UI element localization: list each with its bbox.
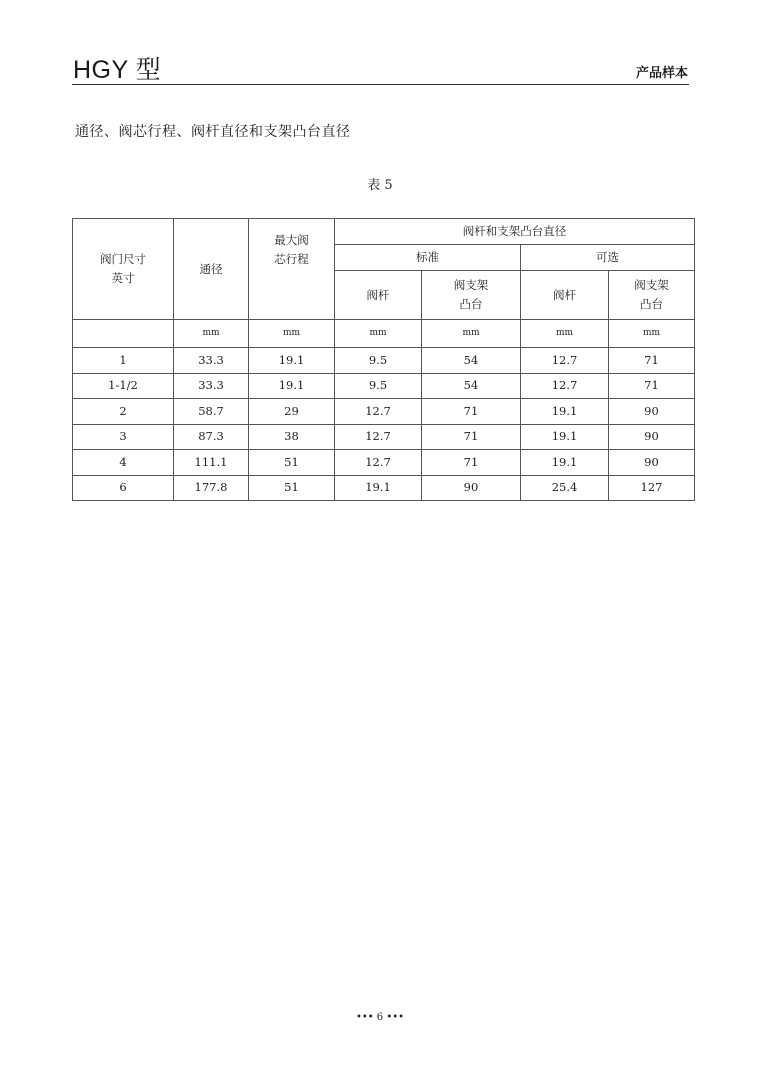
header-group-optional: 可选	[521, 245, 695, 271]
cell-standard-stem: 12.7	[335, 399, 422, 425]
cell-valve-size: 3	[73, 424, 174, 450]
header-group-diameters: 阀杆和支架凸台直径	[335, 219, 695, 245]
cell-max-travel: 29	[249, 399, 335, 425]
cell-standard-yoke: 54	[422, 348, 521, 374]
header-bore	[174, 219, 249, 320]
header-max-travel-line2: 芯行程	[274, 252, 309, 266]
catalog-label: 产品样本	[635, 66, 688, 81]
cell-standard-yoke: 71	[422, 399, 521, 425]
model-title: HGY 型	[73, 56, 162, 84]
page-number: ••• 6 •••	[355, 1012, 405, 1023]
header-standard-yoke-line2: 凸台	[459, 297, 483, 311]
header-valve-size	[73, 219, 174, 320]
header-optional-yoke-boss	[609, 271, 695, 320]
cell-bore: 177.8	[174, 475, 249, 501]
cell-optional-yoke: 71	[609, 373, 695, 399]
cell-max-travel: 51	[249, 450, 335, 476]
cell-standard-yoke: 71	[422, 450, 521, 476]
cell-standard-stem: 12.7	[335, 450, 422, 476]
table-row	[73, 399, 695, 425]
cell-valve-size: 4	[73, 450, 174, 476]
cell-optional-yoke: 90	[609, 399, 695, 425]
cell-standard-yoke: 71	[422, 424, 521, 450]
cell-optional-stem: 19.1	[521, 424, 609, 450]
cell-bore: 87.3	[174, 424, 249, 450]
header-optional-yoke-line1: 阀支架	[634, 278, 669, 292]
cell-optional-yoke: 71	[609, 348, 695, 374]
header-standard-stem: 阀杆	[335, 271, 422, 320]
table-row	[73, 348, 695, 374]
spec-table	[72, 218, 695, 501]
cell-standard-stem: 9.5	[335, 373, 422, 399]
header-divider	[72, 84, 689, 85]
header-max-travel	[249, 219, 335, 320]
table-row	[73, 475, 695, 501]
table-row	[73, 424, 695, 450]
cell-optional-stem: 19.1	[521, 399, 609, 425]
cell-bore: 58.7	[174, 399, 249, 425]
header-valve-size-line2: 英寸	[111, 271, 135, 285]
cell-standard-stem: 19.1	[335, 475, 422, 501]
cell-valve-size: 1	[73, 348, 174, 374]
cell-valve-size: 2	[73, 399, 174, 425]
cell-bore: 111.1	[174, 450, 249, 476]
unit-cell: mm	[521, 320, 609, 348]
header-standard-yoke-boss	[422, 271, 521, 320]
cell-valve-size: 1-1/2	[73, 373, 174, 399]
header-optional-yoke-line2: 凸台	[640, 297, 663, 311]
cell-optional-stem: 25.4	[521, 475, 609, 501]
cell-valve-size: 6	[73, 475, 174, 501]
cell-optional-stem: 12.7	[521, 348, 609, 374]
table-row	[73, 373, 695, 399]
table-caption: 表 5	[367, 178, 393, 193]
cell-optional-stem: 12.7	[521, 373, 609, 399]
header-optional-stem: 阀杆	[521, 271, 609, 320]
unit-cell-blank	[73, 320, 174, 348]
cell-standard-yoke: 54	[422, 373, 521, 399]
header-valve-size-line1: 阀门尺寸	[100, 252, 146, 266]
unit-cell: mm	[249, 320, 335, 348]
cell-bore: 33.3	[174, 348, 249, 374]
section-heading: 通径、阀芯行程、阀杆直径和支架凸台直径	[75, 124, 351, 140]
cell-optional-yoke: 127	[609, 475, 695, 501]
header-standard-yoke-line1: 阀支架	[453, 278, 489, 292]
cell-bore: 33.3	[174, 373, 249, 399]
cell-optional-stem: 19.1	[521, 450, 609, 476]
header-group-standard: 标准	[335, 245, 521, 271]
cell-max-travel: 38	[249, 424, 335, 450]
header-row-1	[73, 219, 695, 245]
unit-cell: mm	[609, 320, 695, 348]
cell-max-travel: 51	[249, 475, 335, 501]
unit-cell: mm	[422, 320, 521, 348]
header-bore-label: 通径	[199, 261, 223, 276]
unit-cell: mm	[174, 320, 249, 348]
cell-max-travel: 19.1	[249, 348, 335, 374]
cell-optional-yoke: 90	[609, 450, 695, 476]
cell-standard-yoke: 90	[422, 475, 521, 501]
table-row	[73, 450, 695, 476]
unit-row	[73, 320, 695, 348]
unit-cell: mm	[335, 320, 422, 348]
cell-standard-stem: 9.5	[335, 348, 422, 374]
cell-optional-yoke: 90	[609, 424, 695, 450]
header-max-travel-line1: 最大阀	[274, 233, 309, 247]
cell-standard-stem: 12.7	[335, 424, 422, 450]
cell-max-travel: 19.1	[249, 373, 335, 399]
